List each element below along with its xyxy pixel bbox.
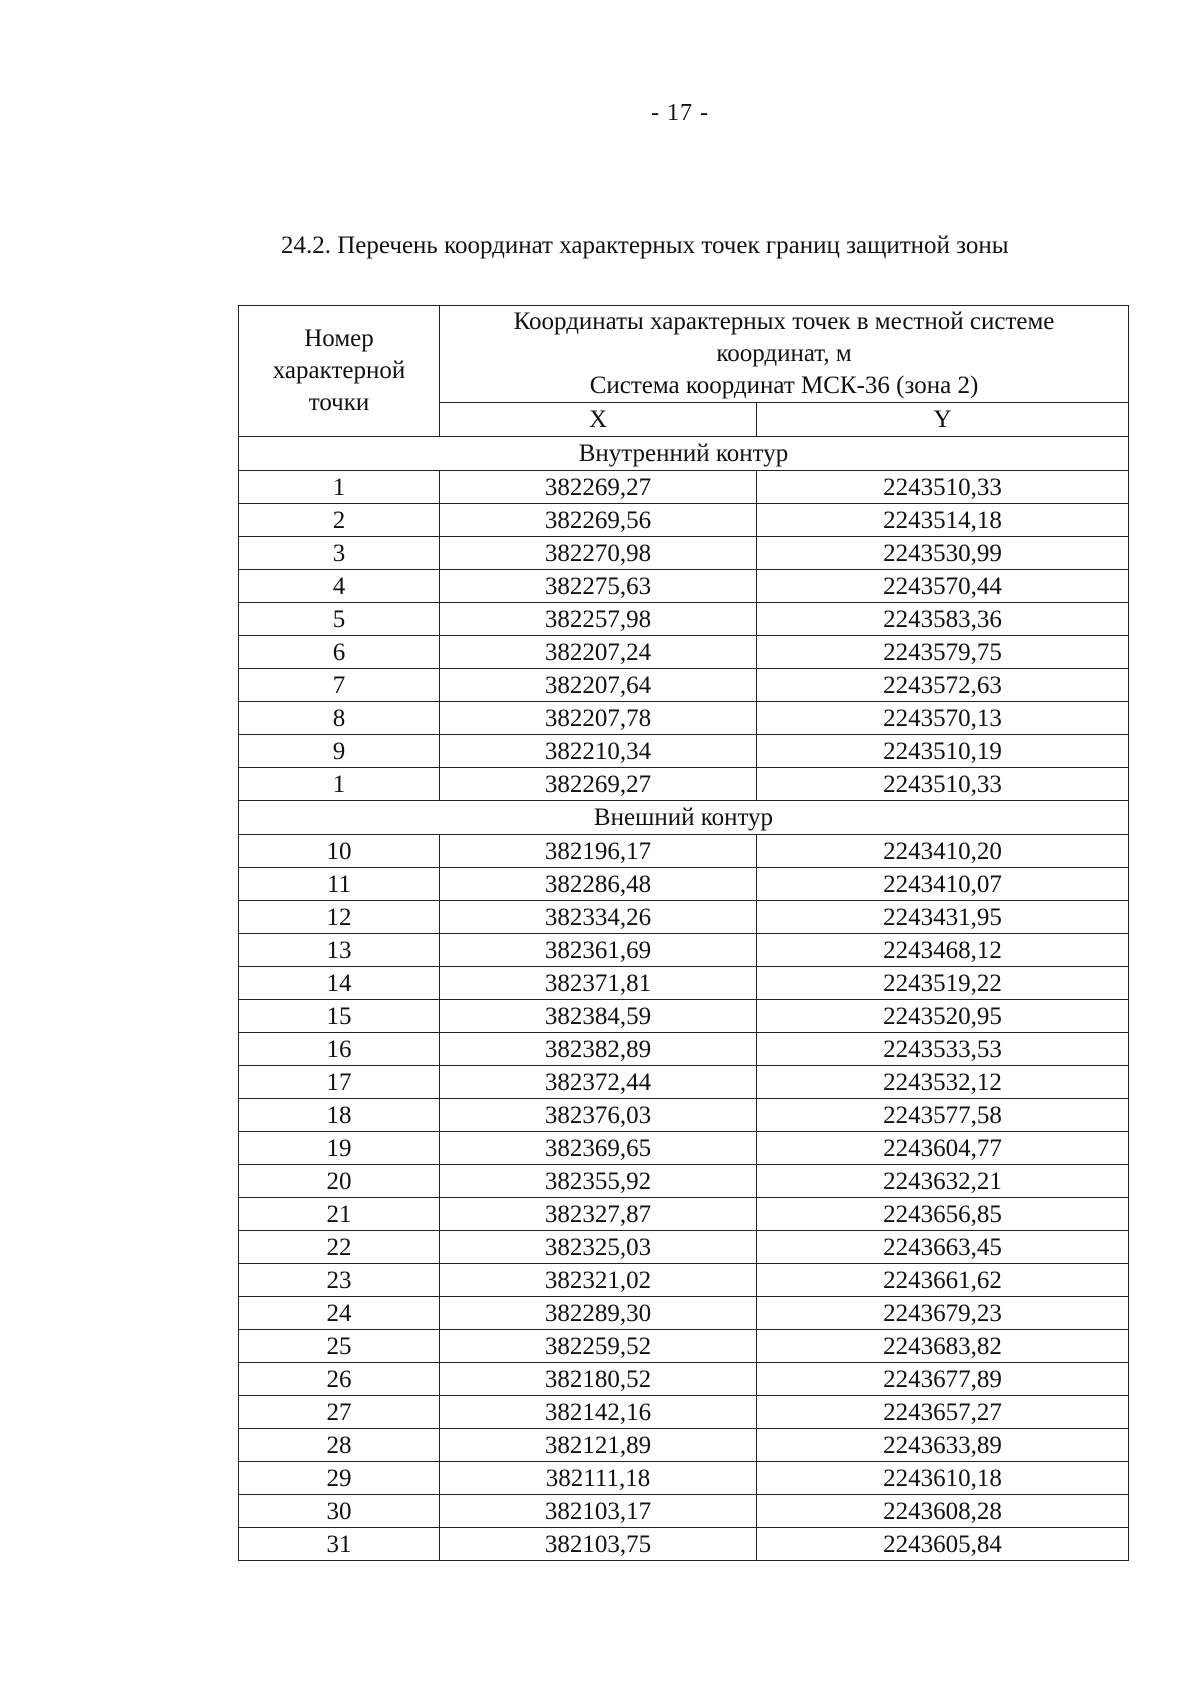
x-coordinate-cell: 382257,98: [440, 603, 757, 636]
x-coordinate-cell: 382142,16: [440, 1396, 757, 1429]
coords-header-line: Система координат МСК-36 (зона 2): [589, 372, 979, 399]
y-coordinate-cell: 2243510,19: [757, 735, 1129, 768]
coordinates-table: [238, 305, 1129, 1561]
group-title: Внешний контур: [239, 801, 1129, 835]
y-coordinate-cell: 2243514,18: [757, 504, 1129, 537]
point-header-line: точки: [308, 389, 370, 416]
x-coordinate-cell: 382270,98: [440, 537, 757, 570]
x-coordinate-cell: 382121,89: [440, 1429, 757, 1462]
page-number: - 17 -: [651, 100, 709, 126]
y-coordinate-cell: 2243468,12: [757, 934, 1129, 967]
table-row: [239, 1429, 1129, 1462]
x-coordinate-cell: 382372,44: [440, 1066, 757, 1099]
y-coordinate-cell: 2243519,22: [757, 967, 1129, 1000]
x-coordinate-cell: 382207,64: [440, 669, 757, 702]
table-row: [239, 1198, 1129, 1231]
point-number-cell: 24: [239, 1297, 440, 1330]
table-row: [239, 835, 1129, 868]
y-coordinate-cell: 2243677,89: [757, 1363, 1129, 1396]
y-coordinate-cell: 2243679,23: [757, 1297, 1129, 1330]
table-row: [239, 1495, 1129, 1528]
x-coordinate-cell: 382361,69: [440, 934, 757, 967]
y-coordinate-cell: 2243520,95: [757, 1000, 1129, 1033]
point-header-line: Номер: [304, 325, 374, 352]
y-coordinate-cell: 2243579,75: [757, 636, 1129, 669]
x-coordinate-cell: 382382,89: [440, 1033, 757, 1066]
coords-header-line: Координаты характерных точек в местной системе: [513, 308, 1055, 335]
x-coordinate-cell: 382269,27: [440, 471, 757, 504]
y-coordinate-cell: 2243608,28: [757, 1495, 1129, 1528]
y-coordinate-cell: 2243533,53: [757, 1033, 1129, 1066]
table-row: [239, 1528, 1129, 1561]
point-number-cell: 25: [239, 1330, 440, 1363]
y-coordinate-cell: 2243663,45: [757, 1231, 1129, 1264]
y-coordinate-cell: 2243604,77: [757, 1132, 1129, 1165]
point-number-cell: 15: [239, 1000, 440, 1033]
x-coordinate-cell: 382371,81: [440, 967, 757, 1000]
point-number-cell: 16: [239, 1033, 440, 1066]
point-number-cell: 6: [239, 636, 440, 669]
point-number-cell: 23: [239, 1264, 440, 1297]
table-row: [239, 967, 1129, 1000]
x-coordinate-cell: 382103,75: [440, 1528, 757, 1561]
x-coordinate-cell: 382321,02: [440, 1264, 757, 1297]
table-row: [239, 669, 1129, 702]
y-coordinate-cell: 2243510,33: [757, 768, 1129, 801]
point-number-cell: 5: [239, 603, 440, 636]
point-number-cell: 12: [239, 901, 440, 934]
group-title: Внутренний контур: [239, 437, 1129, 471]
x-coordinate-cell: 382275,63: [440, 570, 757, 603]
y-coordinate-cell: 2243410,20: [757, 835, 1129, 868]
y-axis-header: Y: [757, 403, 1129, 437]
table-row: [239, 868, 1129, 901]
table-row: [239, 1396, 1129, 1429]
x-coordinate-cell: 382207,24: [440, 636, 757, 669]
table-row: [239, 735, 1129, 768]
point-number-cell: 10: [239, 835, 440, 868]
y-coordinate-cell: 2243530,99: [757, 537, 1129, 570]
point-number-cell: 1: [239, 768, 440, 801]
group-row: [239, 801, 1129, 835]
x-coordinate-cell: 382289,30: [440, 1297, 757, 1330]
point-number-cell: 3: [239, 537, 440, 570]
table-row: [239, 1363, 1129, 1396]
point-number-cell: 27: [239, 1396, 440, 1429]
point-number-cell: 17: [239, 1066, 440, 1099]
point-number-cell: 31: [239, 1528, 440, 1561]
point-number-cell: 29: [239, 1462, 440, 1495]
table-row: [239, 702, 1129, 735]
table-row: [239, 471, 1129, 504]
table-row: [239, 636, 1129, 669]
point-number-cell: 18: [239, 1099, 440, 1132]
table-row: [239, 570, 1129, 603]
y-coordinate-cell: 2243431,95: [757, 901, 1129, 934]
table-row: [239, 1165, 1129, 1198]
x-coordinate-cell: 382180,52: [440, 1363, 757, 1396]
table-row: [239, 1231, 1129, 1264]
x-coordinate-cell: 382376,03: [440, 1099, 757, 1132]
table-row: [239, 1264, 1129, 1297]
y-coordinate-cell: 2243610,18: [757, 1462, 1129, 1495]
x-coordinate-cell: 382327,87: [440, 1198, 757, 1231]
point-number-cell: 30: [239, 1495, 440, 1528]
point-number-cell: 14: [239, 967, 440, 1000]
table-row: [239, 934, 1129, 967]
y-coordinate-cell: 2243532,12: [757, 1066, 1129, 1099]
x-coordinate-cell: 382384,59: [440, 1000, 757, 1033]
table-row: [239, 768, 1129, 801]
section-title: 24.2. Перечень координат характерных точек границ защитной зоны: [281, 232, 1009, 259]
point-number-cell: 1: [239, 471, 440, 504]
x-coordinate-cell: 382259,52: [440, 1330, 757, 1363]
y-coordinate-cell: 2243605,84: [757, 1528, 1129, 1561]
point-number-cell: 21: [239, 1198, 440, 1231]
x-coordinate-cell: 382369,65: [440, 1132, 757, 1165]
point-number-cell: 20: [239, 1165, 440, 1198]
y-coordinate-cell: 2243661,62: [757, 1264, 1129, 1297]
y-coordinate-cell: 2243572,63: [757, 669, 1129, 702]
point-number-cell: 19: [239, 1132, 440, 1165]
y-coordinate-cell: 2243410,07: [757, 868, 1129, 901]
y-coordinate-cell: 2243570,44: [757, 570, 1129, 603]
table-row: [239, 603, 1129, 636]
point-number-cell: 22: [239, 1231, 440, 1264]
point-number-cell: 28: [239, 1429, 440, 1462]
table-row: [239, 1132, 1129, 1165]
table-row: [239, 537, 1129, 570]
table-body: [239, 437, 1129, 1561]
x-coordinate-cell: 382269,27: [440, 768, 757, 801]
x-coordinate-cell: 382210,34: [440, 735, 757, 768]
y-coordinate-cell: 2243632,21: [757, 1165, 1129, 1198]
x-coordinate-cell: 382196,17: [440, 835, 757, 868]
y-coordinate-cell: 2243683,82: [757, 1330, 1129, 1363]
point-number-cell: 26: [239, 1363, 440, 1396]
point-number-cell: 2: [239, 504, 440, 537]
y-coordinate-cell: 2243583,36: [757, 603, 1129, 636]
x-coordinate-cell: 382111,18: [440, 1462, 757, 1495]
y-coordinate-cell: 2243577,58: [757, 1099, 1129, 1132]
x-coordinate-cell: 382207,78: [440, 702, 757, 735]
point-number-cell: 8: [239, 702, 440, 735]
x-coordinate-cell: 382103,17: [440, 1495, 757, 1528]
table-row: [239, 1000, 1129, 1033]
x-coordinate-cell: 382269,56: [440, 504, 757, 537]
table-row: [239, 1297, 1129, 1330]
point-number-cell: 11: [239, 868, 440, 901]
x-coordinate-cell: 382334,26: [440, 901, 757, 934]
table-row: [239, 1066, 1129, 1099]
point-number-cell: 4: [239, 570, 440, 603]
group-row: [239, 437, 1129, 471]
x-coordinate-cell: 382355,92: [440, 1165, 757, 1198]
table-row: [239, 1462, 1129, 1495]
x-coordinate-cell: 382325,03: [440, 1231, 757, 1264]
table-header: [239, 306, 1129, 437]
point-number-cell: 7: [239, 669, 440, 702]
point-number-header: [239, 306, 440, 437]
y-coordinate-cell: 2243657,27: [757, 1396, 1129, 1429]
table-row: [239, 1099, 1129, 1132]
coordinates-header: [440, 306, 1129, 403]
table-row: [239, 901, 1129, 934]
y-coordinate-cell: 2243570,13: [757, 702, 1129, 735]
table-row: [239, 1330, 1129, 1363]
point-number-cell: 13: [239, 934, 440, 967]
y-coordinate-cell: 2243633,89: [757, 1429, 1129, 1462]
coords-header-line: координат, м: [716, 340, 852, 367]
table-row: [239, 1033, 1129, 1066]
y-coordinate-cell: 2243656,85: [757, 1198, 1129, 1231]
table-row: [239, 504, 1129, 537]
x-axis-header: X: [440, 403, 757, 437]
x-coordinate-cell: 382286,48: [440, 868, 757, 901]
point-header-line: характерной: [272, 357, 406, 384]
point-number-cell: 9: [239, 735, 440, 768]
y-coordinate-cell: 2243510,33: [757, 471, 1129, 504]
